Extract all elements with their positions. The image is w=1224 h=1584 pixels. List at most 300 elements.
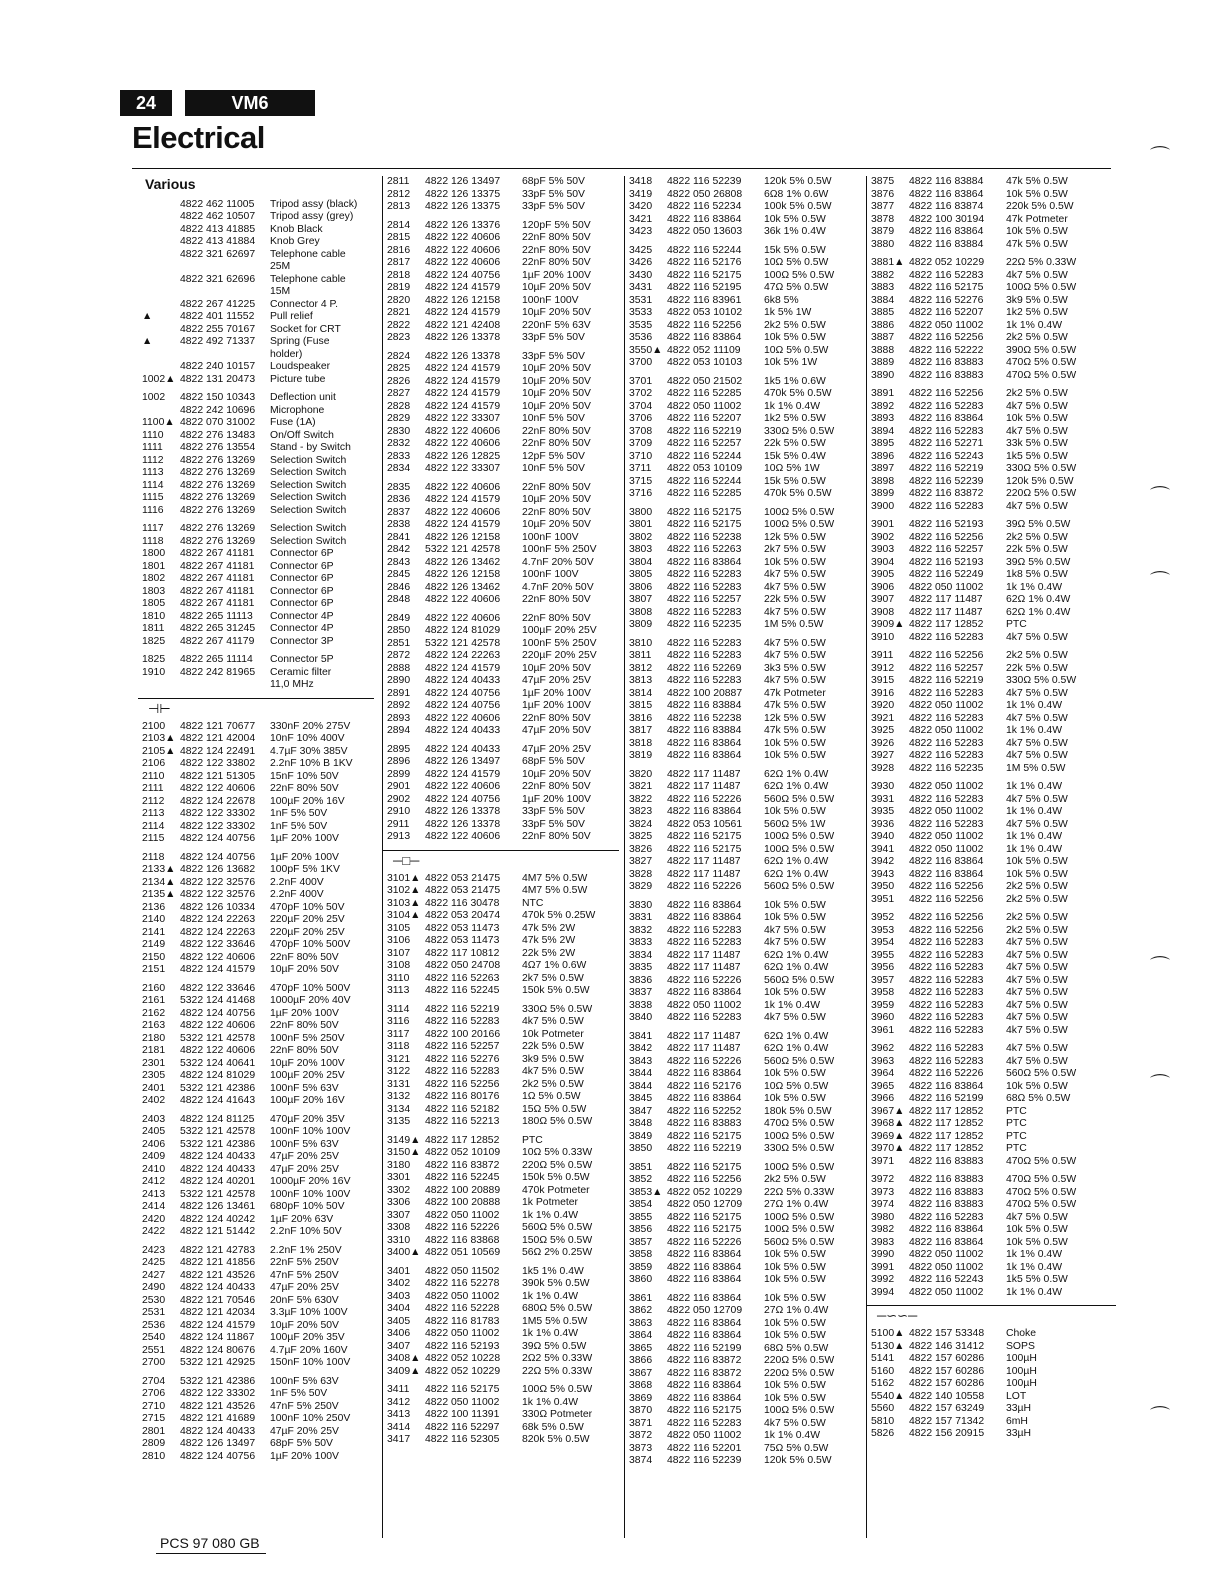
part-row [871,781,1116,794]
part-row [387,650,619,663]
part-code: 4822 050 11002 [425,1396,500,1408]
part-value: 10Ω 5% 0.5W [764,257,829,268]
part-row [871,607,1116,620]
part-code: 4822 116 52234 [667,201,742,212]
part-row [142,1332,374,1345]
part-ref: 3940 [871,831,895,842]
part-value: 100nF 100V [522,569,579,580]
part-ref: 3849 [629,1130,653,1142]
part-value: 150nF 10% 100V [270,1357,351,1368]
part-code: 4822 052 10229 [425,1365,501,1377]
part-ref: 3821 [629,781,653,792]
part-row [387,725,619,738]
part-ref: 3880 [871,238,895,250]
part-value: Selection Switch [270,523,347,534]
part-row [387,376,619,389]
part-value: 1µF 20% 100V [270,833,339,844]
part-row [871,544,1116,557]
part-value: 560Ω 5% 0.5W [764,1055,835,1067]
part-value: 22k 5% 0.5W [1006,662,1068,674]
binder-mark-icon: ⌒ [1150,1406,1170,1428]
part-ref: 2850 [387,625,411,636]
part-ref: 2710 [142,1400,166,1412]
part-value: 12k 5% 0.5W [764,712,826,724]
part-row [629,1293,863,1306]
part-value: 2.2nF 10% 50V [270,1226,342,1237]
part-value: 62Ω 1% 0.4W [764,1043,829,1054]
part-row [387,1422,619,1435]
part-row [387,1397,619,1410]
part-row [142,783,374,796]
part-ref: 1810 [142,610,166,622]
section-divider [867,1305,1116,1306]
part-value: 100nF 10% 250V [270,1413,351,1424]
page-number: 24 [120,90,172,116]
part-value: 2.2nF 1% 250V [270,1244,342,1256]
part-ref: 3134 [387,1103,411,1115]
part-ref: 2409 [142,1151,166,1162]
part-row [142,261,374,274]
part-code: 4822 116 83864 [667,1330,742,1341]
part-code: 4822 116 52193 [425,1340,500,1352]
part-row [871,582,1116,595]
part-value: 330Ω 5% 0.5W [1006,675,1077,686]
part-code: 4822 122 32576 [180,889,256,900]
coil-symbol-icon: ─∽∽─ [877,1308,918,1323]
part-code: 4822 053 20474 [425,910,501,921]
part-row [871,1287,1116,1300]
part-row [387,544,619,557]
part-ref: 3942 [871,856,895,867]
part-ref: 2427 [142,1269,166,1281]
part-code: 4822 124 41579 [425,768,501,780]
part-ref: 3116 [387,1016,410,1027]
part-group [387,482,619,607]
part-value: 2k2 5% 0.5W [1006,924,1068,936]
part-value: 220µF 20% 25V [270,914,345,925]
part-row [871,270,1116,283]
part-row [142,1257,374,1270]
part-row [387,744,619,757]
part-value: 1k 1% 0.4W [1006,781,1063,792]
part-code: 4822 116 83864 [667,1274,742,1285]
part-value: 2k7 5% 0.5W [764,544,826,555]
part-ref: 3808 [629,606,653,618]
part-code: 5322 124 40641 [180,1057,256,1069]
part-value: Selection Switch [270,479,347,491]
part-ref: 2423 [142,1244,166,1256]
part-value: 1k 5% 1W [764,307,812,318]
part-ref: 5141 [871,1353,895,1364]
part-value: 100nF 5% 63V [270,1082,339,1094]
part-row [629,282,863,295]
part-value: 68k 5% 0.5W [522,1421,584,1433]
part-code: 4822 122 33307 [425,463,501,474]
part-code: 4822 116 52239 [667,176,742,187]
part-code: 4822 124 22263 [180,914,256,925]
part-row [142,324,374,337]
part-code: 4822 116 52176 [667,257,742,268]
part-code: 4822 116 83864 [667,213,742,225]
part-code: 4822 052 10109 [425,1147,501,1158]
part-row [629,937,863,950]
part-ref: 2801 [142,1425,166,1437]
part-row [871,370,1116,383]
part-value: 120k 5% 0.5W [1006,475,1074,487]
part-code: 4822 116 52283 [909,712,984,724]
part-code: 4822 116 83883 [909,1174,984,1185]
part-row [629,1380,863,1393]
part-row [387,675,619,688]
part-row [387,973,619,986]
part-row [871,488,1116,501]
part-code: 4822 050 11002 [909,781,984,792]
part-value: 560Ω 5% 0.5W [764,881,835,892]
part-ref: 3983 [871,1236,895,1248]
part-value: 68pF 5% 50V [522,176,585,187]
part-code: 4822 124 41579 [180,1319,256,1331]
part-value: Spring (Fuse [270,336,330,347]
part-code: 4822 116 80176 [425,1091,500,1102]
part-ref: 5826 [871,1428,895,1439]
part-ref: 3962 [871,1043,895,1054]
part-row [387,1266,619,1279]
part-row [871,1328,1116,1341]
part-ref: 3863 [629,1317,653,1329]
part-ref: 3927 [871,750,895,761]
part-row [629,987,863,1000]
part-row [871,357,1116,370]
part-code: 4822 053 10102 [667,307,743,318]
part-row [871,388,1116,401]
part-ref: 5162 [871,1378,895,1389]
part-code: 4822 492 71337 [180,336,256,347]
part-code: 4822 122 40606 [180,1020,256,1031]
page-title: Electrical [132,120,265,155]
part-value: 36k 1% 0.4W [764,226,826,237]
part-value: Microphone [270,404,325,416]
part-code: 4822 122 33302 [180,1388,256,1399]
part-ref: 3843 [629,1055,653,1067]
part-ref: 3870 [629,1405,653,1416]
part-code: 4822 267 41181 [180,573,255,584]
part-ref: 3800 [629,506,653,518]
part-ref: 2115 [142,833,165,844]
part-value: 4k7 5% 0.5W [764,569,826,580]
part-code: 4822 116 52244 [667,475,742,487]
part-code: 4822 124 41579 [425,375,501,387]
part-value: 10k 5% 1W [764,357,818,368]
part-value: 4k7 5% 0.5W [1006,712,1068,724]
part-row [387,1041,619,1054]
part-value: 4k7 5% 0.5W [1006,1211,1068,1223]
part-code: 4822 121 42408 [425,319,501,331]
part-value: 2k2 5% 0.5W [764,319,826,331]
part-row [871,1093,1116,1106]
part-ref: 3920 [871,700,895,711]
part-row [142,1413,374,1426]
part-row [629,750,863,763]
part-code: 4822 116 83884 [667,700,742,711]
part-row [142,1345,374,1358]
part-row [387,1235,619,1248]
part-ref: 3841 [629,1030,653,1042]
part-group [142,1376,374,1464]
part-row [387,332,619,345]
part-value: 2k2 5% 0.5W [1006,388,1068,399]
part-group [629,376,863,501]
part-row [629,950,863,963]
part-row [142,1388,374,1401]
part-ref: 3992 [871,1274,895,1285]
part-ref: 3961 [871,1024,895,1036]
part-row [629,488,863,501]
part-ref: 3898 [871,475,895,487]
part-ref: 3709 [629,438,653,449]
part-code: 4822 050 11002 [909,700,984,711]
part-code: 4822 116 52283 [909,737,984,749]
part-code: 4822 116 52283 [667,569,742,580]
part-value: 4k7 5% 0.5W [522,1066,584,1077]
part-code: 4822 050 11502 [425,1265,500,1277]
part-code: 4822 116 52175 [909,282,984,293]
part-value: 10k Potmeter [522,1028,584,1040]
coil-list [871,1328,1116,1441]
part-value: Socket for CRT [270,323,341,335]
part-value: 22nF 80% 50V [270,1045,339,1056]
part-value: 3k9 5% 0.5W [1006,294,1068,306]
part-row [387,363,619,376]
part-group [871,519,1116,644]
part-row [871,1416,1116,1429]
part-value: 10µF 20% 50V [522,388,591,399]
part-ref: 3535 [629,319,653,331]
part-ref: 3905 [871,569,895,580]
part-code: 4822 116 52222 [909,344,984,356]
part-row [871,700,1116,713]
part-code: 4822 267 41181 [180,560,255,572]
part-ref: 5160 [871,1365,895,1377]
part-value: 100nF 100V [522,531,579,543]
part-group [871,650,1116,775]
part-ref [142,405,180,418]
part-value: Selection Switch [270,504,347,516]
part-value: 1k 1% 0.4W [1006,1261,1063,1273]
part-row [387,1160,619,1173]
part-value: PTC [1006,619,1027,630]
part-ref: 2100 [142,720,166,732]
part-row [871,295,1116,308]
part-ref: 3702 [629,388,653,399]
part-value: 220Ω 5% 0.5W [522,1159,593,1171]
part-value: 1k 1% 0.4W [1006,843,1063,855]
part-value: 10k 5% 0.5W [764,1392,826,1404]
part-value: 1k 1% 0.4W [522,1328,579,1339]
part-code: 4822 157 63249 [909,1403,985,1414]
part-ref: 2894 [387,725,411,736]
part-code: 4822 116 52226 [667,881,742,892]
part-row [142,1245,374,1258]
part-ref: 2141 [142,926,166,938]
part-ref: 3408▲ [387,1353,421,1364]
part-row [871,426,1116,439]
part-row [871,1212,1116,1225]
part-value: 1µF 20% 100V [522,269,591,281]
part-value: 100nF 5% 63V [270,1138,339,1150]
part-row [142,249,374,262]
part-ref: 1910 [142,666,166,678]
part-code: 4822 122 33646 [180,939,256,950]
part-value: 4.7nF 20% 50V [522,581,594,593]
part-value: 4M7 5% 0.5W [522,872,588,884]
part-ref: 2820 [387,294,411,306]
part-row [387,1029,619,1042]
part-ref: 2835 [387,481,411,493]
part-code: 4822 124 40433 [425,743,501,755]
part-code: 4822 462 10507 [180,211,256,222]
part-ref: 2848 [387,594,411,605]
part-value: 10nF 5% 50V [522,463,585,474]
part-value: Tripod assy (black) [270,198,358,210]
part-value: 10µF 20% 50V [270,964,339,975]
part-group [629,769,863,894]
part-row [629,781,863,794]
part-code: 4822 122 40606 [425,425,501,437]
part-ref: 3853▲ [629,1186,663,1198]
part-row [387,1366,619,1379]
part-ref: 3430 [629,269,653,281]
part-code: 4822 117 11487 [667,949,741,961]
part-group [629,900,863,1025]
part-value: Connector 6P [270,585,334,597]
part-ref: 3307 [387,1209,411,1221]
part-ref: 5560 [871,1403,895,1414]
part-ref: 3862 [629,1305,653,1316]
part-code: 4822 124 40756 [425,687,501,699]
part-value: 68pF 5% 50V [522,756,585,767]
part-ref: 2902 [387,793,411,805]
part-ref: 2812 [387,188,411,200]
part-value: 62Ω 1% 0.4W [764,868,829,880]
part-row [142,349,374,362]
part-code: 4822 116 52239 [909,475,984,487]
part-ref: 3963 [871,1055,895,1067]
part-row [871,519,1116,532]
part-row [387,1409,619,1422]
part-code: 4822 267 41225 [180,298,256,310]
part-ref: 3921 [871,712,895,724]
part-code: 4822 122 33802 [180,758,256,769]
part-code: 4822 100 20888 [425,1197,501,1208]
part-ref: 2133▲ [142,864,176,875]
part-row [142,983,374,996]
part-ref: 3951 [871,893,895,905]
resistor-list-2 [629,176,863,1468]
part-row [142,746,374,759]
part-value: 10k 5% 0.5W [764,806,826,817]
part-ref: 3105 [387,922,411,934]
part-value: Selection Switch [270,467,347,478]
part-code: 4822 116 52256 [909,388,984,399]
part-code: 4822 116 52283 [667,1417,742,1429]
part-code: 4822 124 40433 [425,725,501,736]
part-row [387,413,619,426]
part-row [629,1131,863,1144]
part-ref: 2833 [387,450,411,462]
part-group [871,912,1116,1037]
part-value: 62Ω 1% 0.4W [764,949,829,961]
part-row [629,413,863,426]
part-code: 4822 116 52238 [667,712,742,724]
part-ref: 3994 [871,1286,895,1298]
part-row [871,401,1116,414]
part-code: 4822 117 10812 [425,947,500,959]
part-row [871,831,1116,844]
part-value: 2k2 5% 0.5W [1006,912,1068,923]
part-value: 680Ω 5% 0.5W [522,1303,593,1314]
part-code: 4822 050 11002 [425,1209,500,1221]
part-value: 22nF 5% 250V [270,1257,339,1268]
part-ref: 3108 [387,960,411,971]
part-value: 1k 1% 0.4W [522,1209,579,1221]
part-code: 4822 116 52249 [909,569,984,580]
part-ref: 2821 [387,307,411,318]
part-value: 1k5 1% 0.6W [764,375,826,387]
part-ref: 1110 [142,429,164,441]
part-row [387,688,619,701]
part-code: 4822 116 81783 [425,1315,500,1327]
part-value: 2k2 5% 0.5W [522,1078,584,1090]
part-ref: 2551 [142,1344,166,1356]
part-value: 10µF 20% 50V [270,1319,339,1331]
part-code: 4822 052 10229 [909,257,985,268]
part-code: 5322 121 42578 [180,1126,256,1137]
part-row [387,1104,619,1117]
part-code: 4822 116 83883 [909,369,984,381]
part-ref: 2301 [142,1057,166,1069]
part-ref: 3815 [629,700,653,711]
part-row [142,548,374,561]
part-ref: 3866 [629,1355,653,1366]
part-row [142,927,374,940]
part-code: 4822 050 12709 [667,1199,743,1210]
part-ref: 2531 [142,1307,166,1318]
part-value: 4k7 5% 0.5W [764,675,826,686]
part-value: 560Ω 5% 0.5W [522,1222,593,1233]
part-row [142,299,374,312]
binder-mark-icon: ⌒ [1150,1074,1170,1096]
part-row [387,220,619,233]
part-value: 4k7 5% 0.5W [1006,793,1068,805]
part-group [387,220,619,345]
part-ref: 2851 [387,637,411,649]
part-code: 4822 116 83864 [909,413,984,424]
part-ref: 2412 [142,1176,166,1187]
part-value: 47k 5% 2W [522,935,576,946]
part-code: 4822 117 12852 [909,619,984,630]
part-ref: 2402 [142,1095,166,1106]
part-row [871,307,1116,320]
part-ref: 3958 [871,987,895,998]
part-code: 4822 116 52283 [667,675,742,686]
part-code: 4822 126 13462 [425,581,501,593]
part-ref: 2888 [387,662,411,674]
part-value: Choke [1006,1328,1037,1339]
part-code: 4822 116 52226 [667,1055,742,1067]
part-code: 4822 116 52226 [909,1068,984,1079]
part-code: 4822 116 52271 [909,438,984,449]
part-row [387,1341,619,1354]
